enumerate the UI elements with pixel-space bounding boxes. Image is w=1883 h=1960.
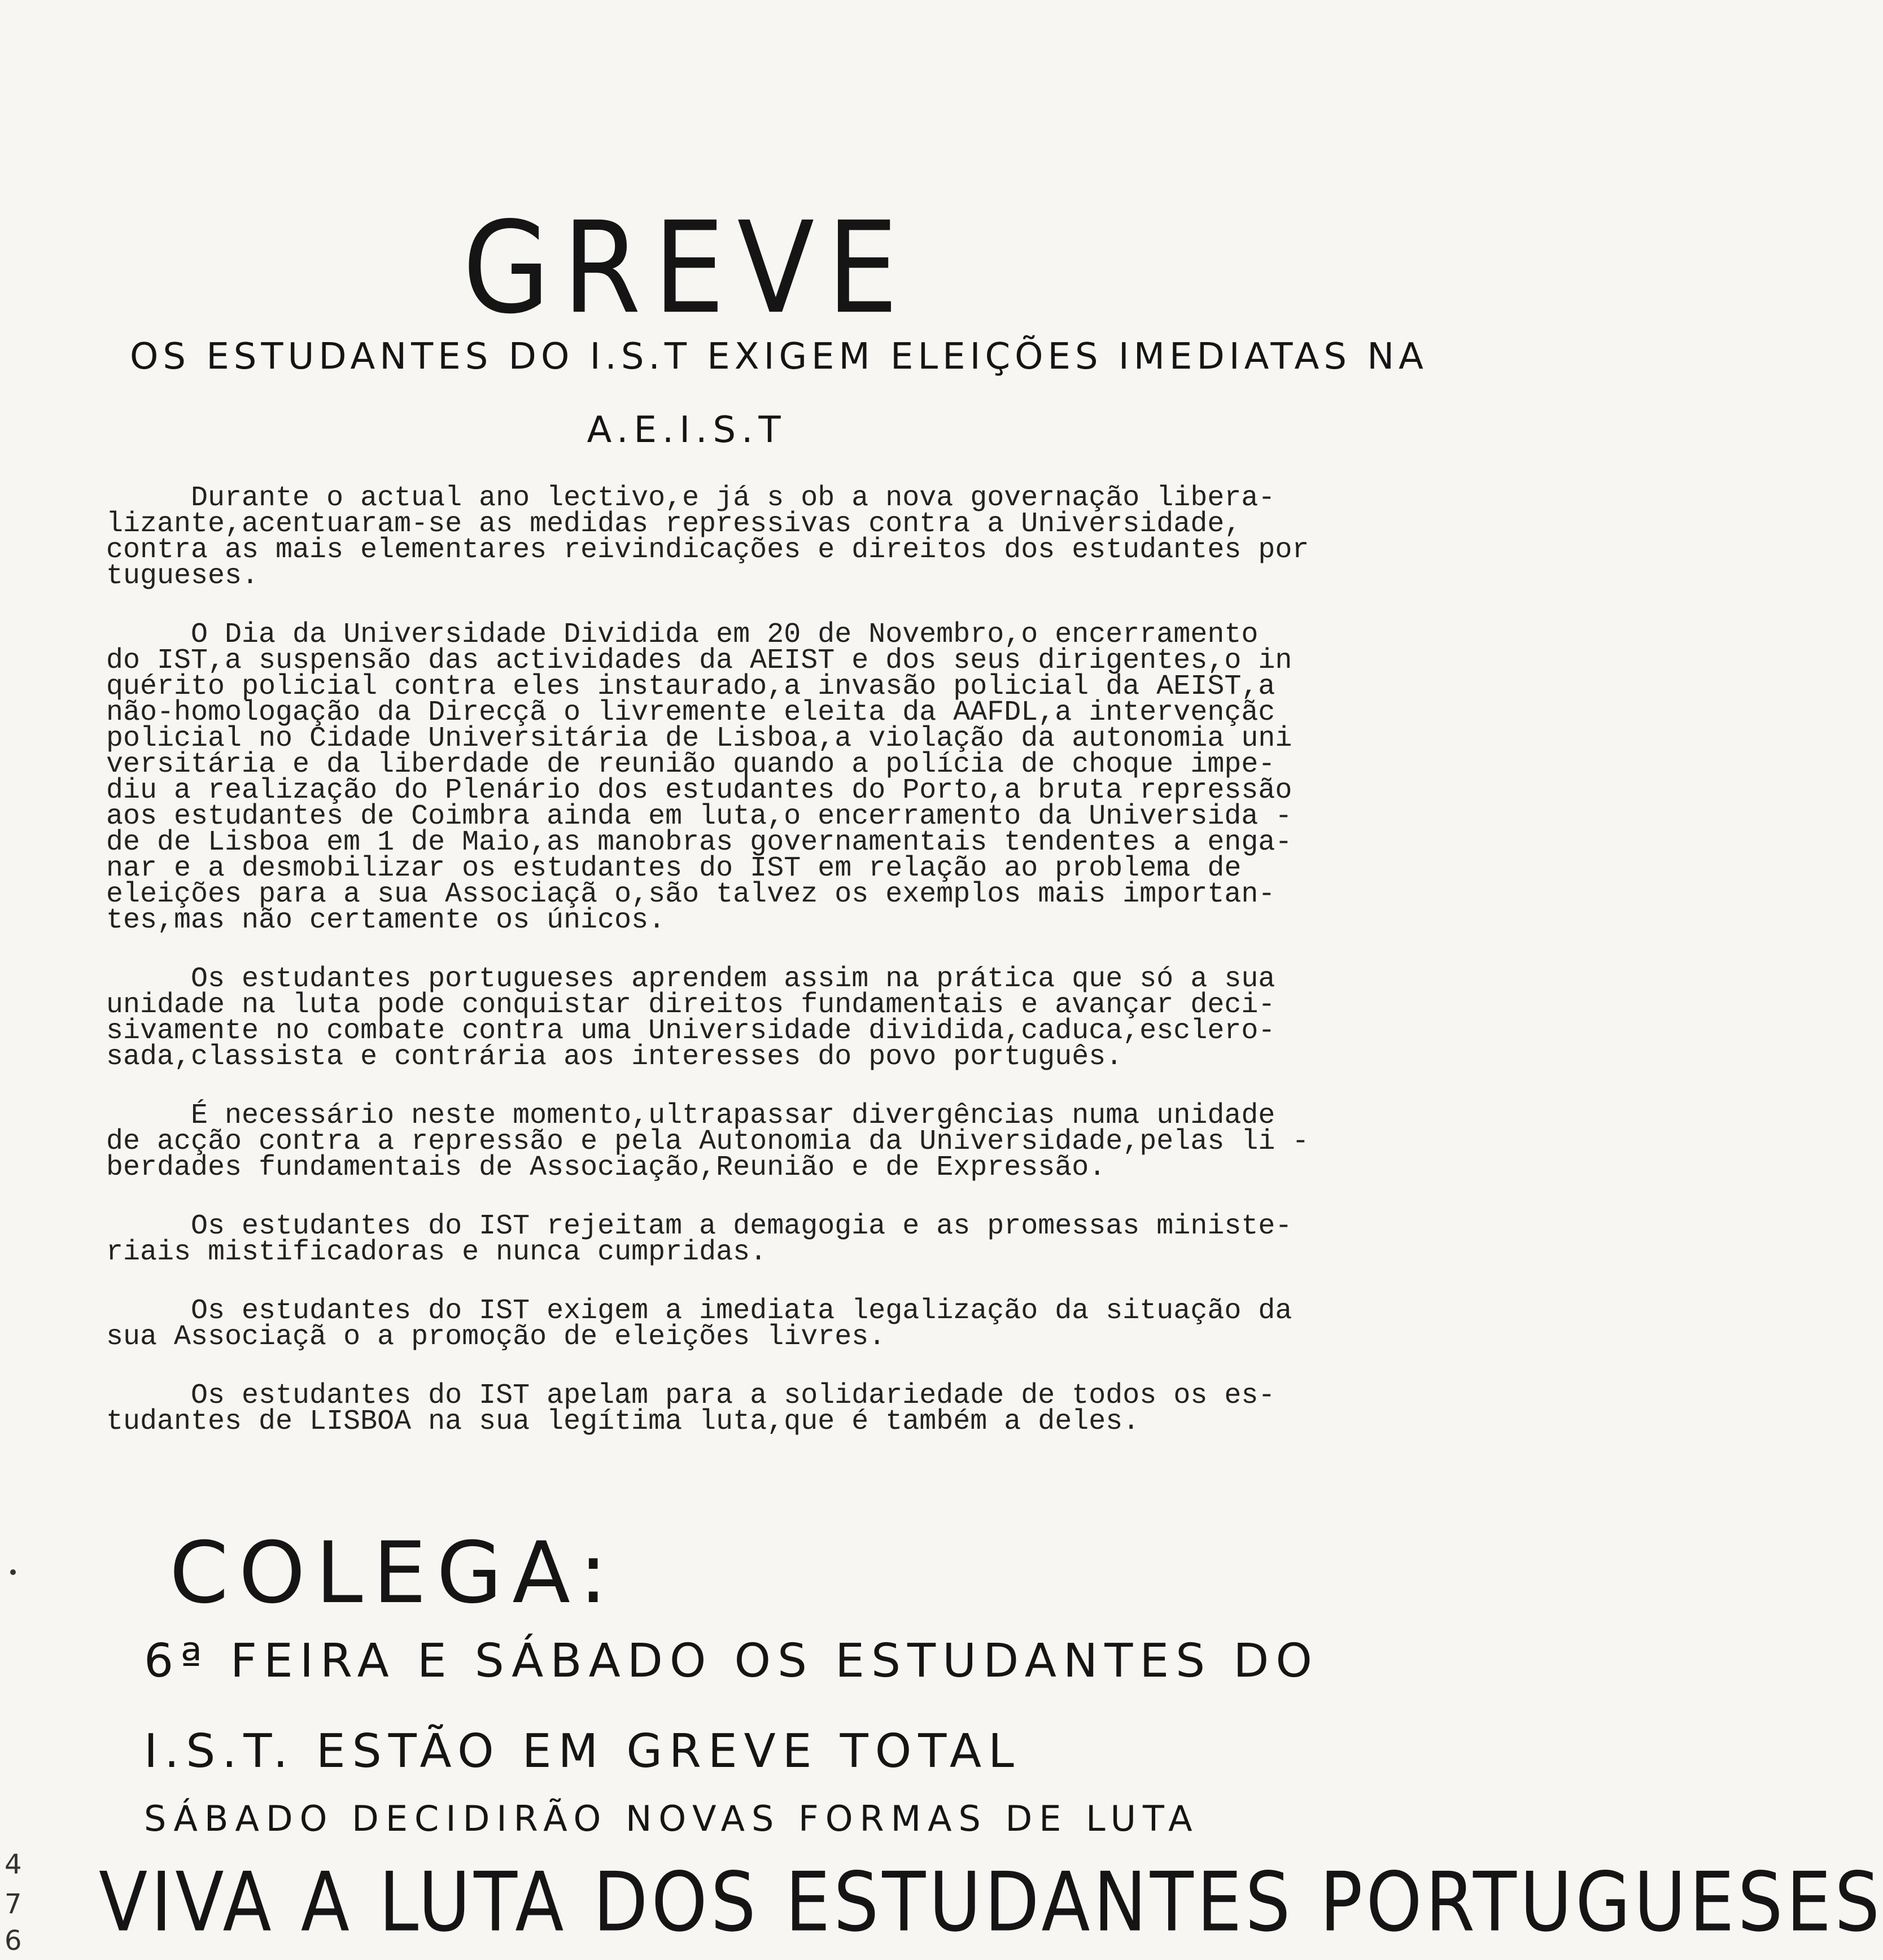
paragraph: Os estudantes portugueses aprendem assim na prática que só a sua unidade na luta pode conquistar direitos fundamentais e avançar deci- sivamente no combate contra uma Universidade dividida,caduca,esclero- sada,classista e contrária aos interesses do povo português. [106, 963, 1275, 1073]
paragraph: Os estudantes do IST exigem a imediata legalização da situação da sua Associaçã o a promoção de eleições livres. [106, 1295, 1292, 1353]
callout-line: SÁBADO DECIDIRÃO NOVAS FORMAS DE LUTA [144, 1798, 1199, 1839]
margin-mark: 4 [5, 1849, 22, 1880]
paragraph: O Dia da Universidade Dividida em 20 de Novembro,o encerramento do IST,a suspensão das actividades da AEIST e dos seus dirigentes,o in quérito policial contra eles instaurado,a invasão policial da AEIST,a não-homologação da Direcçã o livremente eleita da AAFDL,a intervençãc policial no Cidade Universitária de Lisboa,a violação da autonomia uni versitária e da liberdade de reunião quando a polícia de choque impe- diu a realização do Plenário dos estudantes do Porto,a bruta repressão aos estudantes de Coimbra ainda em luta,o encerramento da Universida - de de Lisboa em 1 de Maio,as manobras governamentais tendentes a enga- nar e a desmobilizar os estudantes do IST em relação ao problema de eleições para a sua Associaçã o,são talvez os exemplos mais importan- tes,mas não certamente os únicos. [106, 619, 1292, 937]
typed-text-body [106, 482, 1326, 1468]
paragraph: É necessário neste momento,ultrapassar divergências numa unidade de acção contra a repressão e pela Autonomia da Universidade,pelas li - berdades fundamentais de Associação,Reunião e de Expressão. [106, 1100, 1309, 1184]
margin-mark: 7 [5, 1888, 22, 1920]
margin-mark: 6 [5, 1925, 22, 1957]
paragraph: Os estudantes do IST apelam para a solidariedade de todos os es- tudantes de LISBOA na sua legítima luta,que é também a deles. [106, 1380, 1275, 1438]
paragraph: Durante o actual ano lectivo,e já s ob a nova governação libera- lizante,acentuaram-se as medidas repressivas contra a Universidade, contra as mais elementares reivindicações e direitos dos estudantes por tugueses. [106, 482, 1309, 592]
callout-line: I.S.T. ESTÃO EM GREVE TOTAL [144, 1725, 1021, 1778]
document-subtitle: OS ESTUDANTES DO I.S.T EXIGEM ELEIÇÕES IMEDIATAS NA [130, 336, 1428, 378]
margin-dot [10, 1569, 16, 1575]
document-title: GREVE [462, 195, 911, 342]
slogan: VIVA A LUTA DOS ESTUDANTES PORTUGUESES [99, 1854, 1883, 1950]
callout-line: 6ª FEIRA E SÁBADO OS ESTUDANTES DO [144, 1634, 1319, 1688]
document-subtitle-continued: A.E.I.S.T [587, 409, 787, 451]
paragraph: Os estudantes do IST rejeitam a demagogia e as promessas ministe- riais mistificadoras e nunca cumpridas. [106, 1210, 1292, 1268]
callout-heading: COLEGA: [169, 1524, 618, 1622]
